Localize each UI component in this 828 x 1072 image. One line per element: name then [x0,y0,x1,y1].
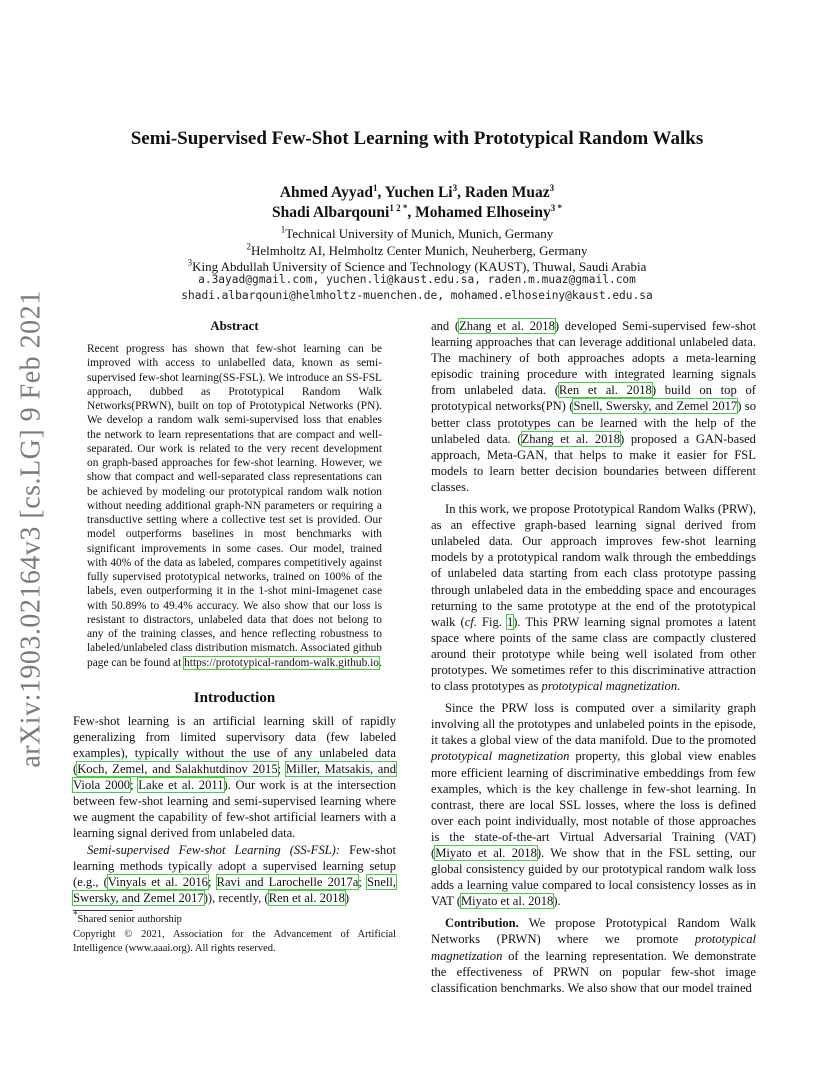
text-run-em: prototypical magnetization [431,932,756,963]
text-run-em: prototypical magnetization [541,679,678,694]
text-run: ). We show that in the FSL setting, our global consistency guided by our prototypical random walk loss adds a learning value compared to local consistency losses as in VAT ( [431,846,756,909]
citation-link[interactable]: Zhang et al. 2018 [521,431,621,446]
text-run: ). Our work is at the intersection between few-shot learning and semi-supervised learning where we augment the capability of few-shot artificial learners with a learning signal derived from unlabeled data. [73,778,397,841]
author-affil-mark: 1 2 * [389,202,408,213]
author-list [60,183,774,223]
arxiv-id: arXiv:1903.02164v3 [cs.LG] 9 Feb 2021 [16,290,48,768]
text-run: ) proposed a GAN-based approach, Meta-GAN, that helps to make it easier for FSL models to learn better decision boundaries between different classes. [431,431,756,494]
citation-link[interactable]: Ren et al. 2018 [268,890,345,905]
author-affil-mark: 1 [372,182,378,193]
affil-text: Helmholtz AI, Helmholtz Center Munich, Neuherberg, Germany [250,242,588,258]
paper-title: Semi-Supervised Few-Shot Learning with Prototypical Random Walks [130,128,704,149]
left-column [73,318,396,906]
text-run: Fig. [476,614,507,629]
citation-link[interactable]: Snell, Swersky, and Zemel 2017 [73,874,396,905]
author-affil-mark: 3 [549,182,555,193]
copyright-notice: Copyright © 2021, Association for the Advancement of Artificial Intelligence (www.aaai.org). All rights reserved. [73,929,396,954]
affil-mark: 3 [187,257,193,268]
abstract-body [87,342,382,670]
figure-ref-link[interactable]: 1 [506,614,514,629]
footnote [73,909,396,926]
text-run: ). [553,894,561,909]
run-in-heading: Semi-supervised Few-shot Learning (SS-FSL): [87,842,341,857]
email-line: shadi.albarqouni@helmholtz-muenchen.de, mohamed.elhoseiny@kaust.edu.sa [181,289,653,302]
text-run: ). This PRW learning signal promotes a latent space where points of the same class are compactly clustered around their prototype while being well isolated from other prototypes. We sometimes refer to this discriminative attraction to class prototypes as [431,614,756,694]
citation-link[interactable]: Vinyals et al. 2016 [107,874,208,889]
text-run-em: cf. [464,614,477,629]
text-run: ) build on top of prototypical networks(PN) ( [431,383,756,414]
text-run: We propose Prototypical Random Walk Networks (PRWN) where we promote [431,916,756,947]
text-run: Few-shot learning is an artificial learning skill of rapidly generalizing from limited supervisory data (few labeled examples), typically without the use of any unlabeled data ( [73,713,396,777]
text-run: ) [344,890,350,905]
text-run: )), recently, ( [203,890,269,905]
text-run: Few-shot learning methods typically adopt a supervised learning setup (e.g., ( [73,842,396,889]
github-link[interactable]: https://prototypical-random-walk.github.io [184,656,379,669]
text-run: ; [277,762,286,777]
abstract-text: Recent progress has shown that few-shot learning can be improved with access to unlabelled data, known as semi-supervised few-shot learning(SS-FSL). We introduce an SS-FSL approach, dubbed as Prototypical Random Walk Networks(PRWN), built on top of Prototypical Networks (PN). We develop a random walk semi-supervised loss that enables the network to learn representations that are compact and well-separated. Our work is related to the very recent development on graph-based approaches for few-shot learning. However, we show that compact and well-separated class representations can be achieved by modeling our prototypical random walk notion without needing additional graph-NN parameters or requiring a transductive setting where a collective test set is provided. Our model outperforms baselines in most benchmarks with significant improvements in some cases. Our model, trained with 40% of the data as labeled, compares competitively against fully supervised prototypical networks, trained on 100% of the labels, even outperforming it in the 1-shot mini-Imagenet case with 50.89% to 49.4% accuracy. We also show that our loss is resistant to distractors, unlabeled data that does not belong to any of the training classes, and hence reflecting robustness to labeled/unlabeled class distribution mismatch. Associated github page can be found at [87,343,382,669]
arxiv-stamp [4,290,60,768]
email-line: a.3ayad@gmail.com, yuchen.li@kaust.edu.sa, raden.m.muaz@gmail.com [198,273,636,286]
right-paragraph-2 [431,501,756,694]
abstract-heading: Abstract [210,318,259,333]
text-run: and ( [431,319,460,333]
citation-link[interactable]: Miller, Matsakis, and Viola 2000 [73,762,396,793]
text-run: ) developed Semi-supervised few-shot learning approaches that can leverage additional unlabeled data. The machinery of both approaches adopts a meta-learning episodic training procedure with integrated learning signals from unlabeled data. ( [431,319,756,398]
author-line-1: Ahmed Ayyad$^1$, Yuchen Li$^3$, Raden Muaz$^3$ [279,182,555,201]
text-run-em: prototypical magnetization [431,749,570,764]
text-run: ) so better class prototypes can be learned with the help of the unlabeled data. ( [431,399,756,446]
footnote-mark: * [73,909,78,920]
abstract-end: . [379,656,382,669]
citation-link[interactable]: Miyato et al. 2018 [460,894,554,909]
right-paragraph-4 [431,915,756,995]
intro-paragraph-2 [73,842,396,906]
citation-link[interactable]: Zhang et al. 2018 [459,319,555,333]
citation-link[interactable]: Snell, Swersky, and Zemel 2017 [573,399,738,414]
author-name: Mohamed Elhoseiny [415,204,551,221]
text-run: ; [358,874,367,889]
affiliations [60,226,774,276]
footnote-text: Shared senior authorship [77,914,182,925]
author-name: Ahmed Ayyad [279,184,373,201]
citation-link[interactable]: Miyato et al. 2018 [435,846,537,860]
affil-mark: 2 [246,241,251,252]
author-name: Raden Muaz [464,184,550,201]
text-run: In this work, we propose Prototypical Random Walks (PRW), as an effective graph-based learning signal derived from unlabeled data. Our approach improves few-shot learning models by a prototypical random walk through the embeddings of unlabeled data starting from each class prototype passing through unlabeled data in the embedding space and encourages returning to the same prototype at the end of the prototypical walk ( [431,502,756,629]
text-run: of the learning representation. We demonstrate the effectiveness of PRWN on popular few-shot image classification benchmarks. We also show that our model trained [431,948,756,995]
affil-text: King Abdullah University of Science and Technology (KAUST), Thuwal, Saudi Arabia [192,259,647,274]
affil-mark: 1 [280,224,286,235]
affiliation [60,243,774,260]
text-run: ; [207,874,217,889]
right-paragraph-3 [431,700,756,909]
affiliation [60,226,774,243]
affil-text: Technical University of Munich, Munich, Germany [285,226,554,241]
text-run: Since the PRW loss is computed over a similarity graph involving all the prototypes and unlabeled points in the episode, it takes a global view of the data manifold. Due to the promoted [431,701,756,748]
author-affil-mark: 3 * [550,202,562,213]
right-paragraph-1 [431,318,756,495]
introduction-heading: Introduction [193,689,276,706]
text-run: property, this global view enables more efficient learning of discriminative embeddings from few examples, which is the key challenge in few-shot learning. In contrast, there are local SSL losses, where the loss is defined over each point individually, most notable of those approaches is the state-of-the-art Virtual Adversarial Training (VAT) ( [431,749,757,860]
citation-link[interactable]: Lake et al. 2011 [138,778,224,793]
footnote-rule [73,910,133,911]
citation-link[interactable]: Ren et al. 2018 [558,383,652,398]
author-affil-mark: 3 [452,182,458,193]
author-line-2: Shadi Albarqouni$^{1 2 *}$, Mohamed Elhoseiny$^{3 *}$ [272,202,562,221]
text-run: ; [130,778,139,793]
citation-link[interactable]: Koch, Zemel, and Salakhutdinov 2015 [77,762,278,777]
right-column [431,318,756,996]
author-name: Yuchen Li [384,184,453,201]
email-list [60,272,774,304]
run-in-heading: Contribution. [445,916,519,931]
author-name: Shadi Albarqouni [272,204,390,221]
text-run: . [677,679,681,694]
citation-link[interactable]: Ravi and Larochelle 2017a [216,874,359,889]
intro-paragraph-1 [73,713,396,842]
